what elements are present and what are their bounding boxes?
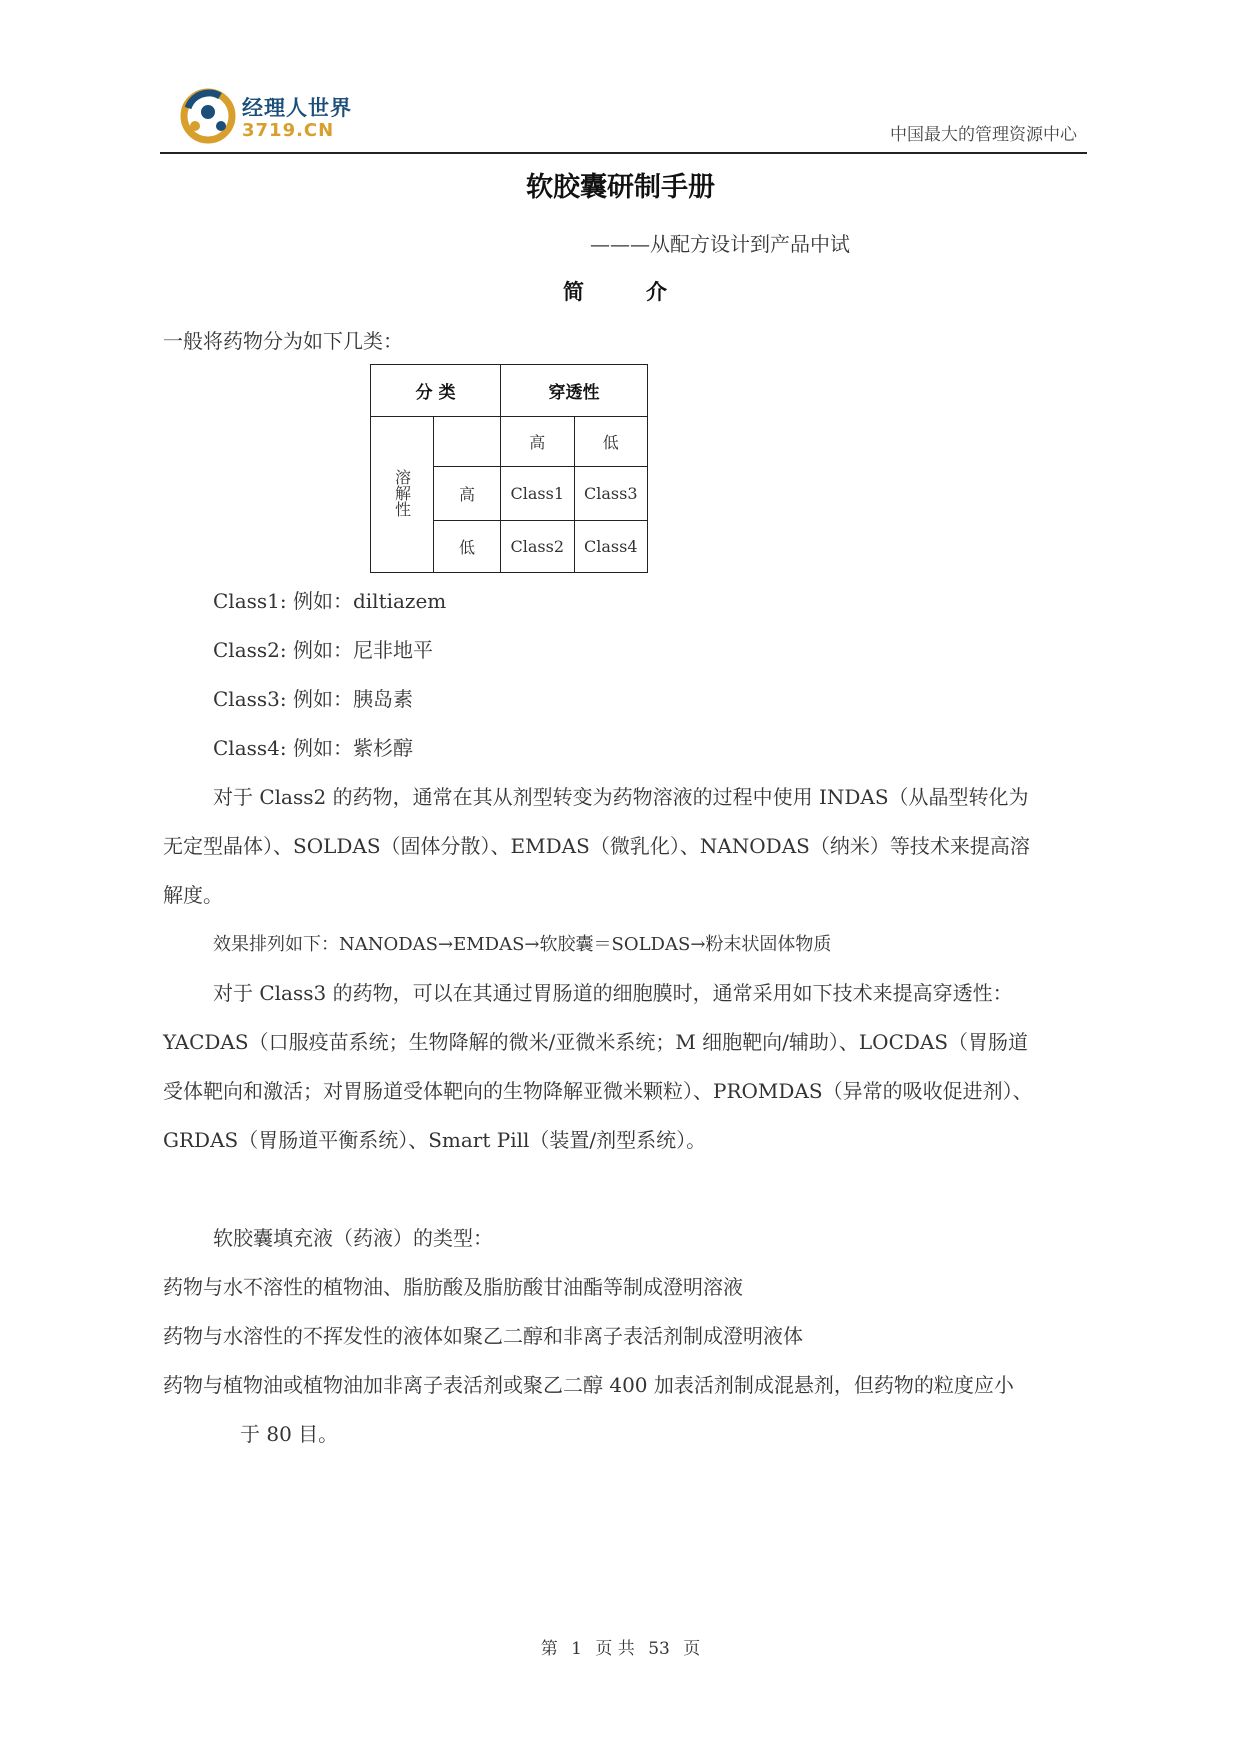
table-perm-high: 高 bbox=[501, 417, 575, 467]
page-header bbox=[160, 80, 1087, 154]
header-tagline: 中国最大的管理资源中心 bbox=[890, 125, 1077, 145]
paragraph-class2-line: 无定型晶体）、SOLDAS（固体分散）、EMDAS（微乳化）、NANODAS（纳米）等技术来提高溶 bbox=[163, 834, 1030, 858]
effect-ranking: 效果排列如下：NANODAS→EMDAS→软胶囊＝SOLDAS→粉末状固体物质 bbox=[213, 934, 832, 955]
section-title-intro: 简介 bbox=[563, 280, 729, 304]
example-class3: Class3: 例如：胰岛素 bbox=[213, 687, 413, 711]
table-cell-class3: Class3 bbox=[574, 467, 648, 521]
paragraph-class3-line: YACDAS（口服疫苗系统；生物降解的微米/亚微米系统；M 细胞靶向/辅助）、LOCDAS（胃肠道 bbox=[163, 1030, 1029, 1054]
page-footer bbox=[0, 1634, 1241, 1659]
logo-emblem-icon bbox=[180, 88, 236, 144]
fill-types-title: 软胶囊填充液（药液）的类型： bbox=[213, 1226, 493, 1250]
table-perm-low: 低 bbox=[574, 417, 648, 467]
table-cell-class4: Class4 bbox=[574, 521, 648, 573]
fill-type-item: 药物与水不溶性的植物油、脂肪酸及脂肪酸甘油酯等制成澄明溶液 bbox=[163, 1275, 743, 1299]
footer-label: 页 bbox=[683, 1639, 701, 1659]
table-cell-class2: Class2 bbox=[501, 521, 575, 573]
table-sol-low: 低 bbox=[434, 521, 501, 573]
table-head-permeability: 穿透性 bbox=[501, 365, 648, 417]
table-solubility-label: 溶解性 bbox=[371, 417, 434, 573]
site-logo[interactable] bbox=[180, 88, 400, 148]
fill-type-item: 药物与植物油或植物油加非离子表活剂或聚乙二醇 400 加表活剂制成混悬剂，但药物的粒度应小 bbox=[163, 1373, 1014, 1397]
intro-line: 一般将药物分为如下几类： bbox=[163, 329, 403, 353]
footer-page-number: 1 bbox=[571, 1639, 582, 1659]
footer-label: 页 共 bbox=[595, 1639, 635, 1659]
document-subtitle: ———从配方设计到产品中试 bbox=[590, 232, 850, 256]
fill-type-item: 于 80 目。 bbox=[240, 1422, 339, 1446]
table-head-class: 分 类 bbox=[371, 365, 501, 417]
paragraph-class2-line: 解度。 bbox=[163, 883, 223, 907]
logo-text-cn: 经理人世界 bbox=[242, 96, 352, 120]
table-empty-cell bbox=[434, 417, 501, 467]
logo-text-en: 3719.CN bbox=[242, 120, 335, 141]
table-cell-class1: Class1 bbox=[501, 467, 575, 521]
example-class2: Class2: 例如：尼非地平 bbox=[213, 638, 433, 662]
paragraph-class3-line: 对于 Class3 的药物，可以在其通过胃肠道的细胞膜时，通常采用如下技术来提高穿透性： bbox=[213, 981, 1013, 1005]
example-class4: Class4: 例如：紫杉醇 bbox=[213, 736, 413, 760]
paragraph-class3-line: 受体靶向和激活；对胃肠道受体靶向的生物降解亚微米颗粒）、PROMDAS（异常的吸收促进剂）、 bbox=[163, 1079, 1033, 1103]
paragraph-class3-line: GRDAS（胃肠道平衡系统）、Smart Pill（装置/剂型系统）。 bbox=[163, 1128, 707, 1152]
footer-label: 第 bbox=[540, 1639, 558, 1659]
paragraph-class2-line: 对于 Class2 的药物，通常在其从剂型转变为药物溶液的过程中使用 INDAS（从晶型转化为 bbox=[213, 785, 1029, 809]
classification-table bbox=[370, 364, 648, 573]
document-title: 软胶囊研制手册 bbox=[526, 172, 715, 203]
table-sol-high: 高 bbox=[434, 467, 501, 521]
example-class1: Class1: 例如：diltiazem bbox=[213, 589, 447, 613]
footer-page-total: 53 bbox=[648, 1639, 670, 1659]
fill-type-item: 药物与水溶性的不挥发性的液体如聚乙二醇和非离子表活剂制成澄明液体 bbox=[163, 1324, 803, 1348]
